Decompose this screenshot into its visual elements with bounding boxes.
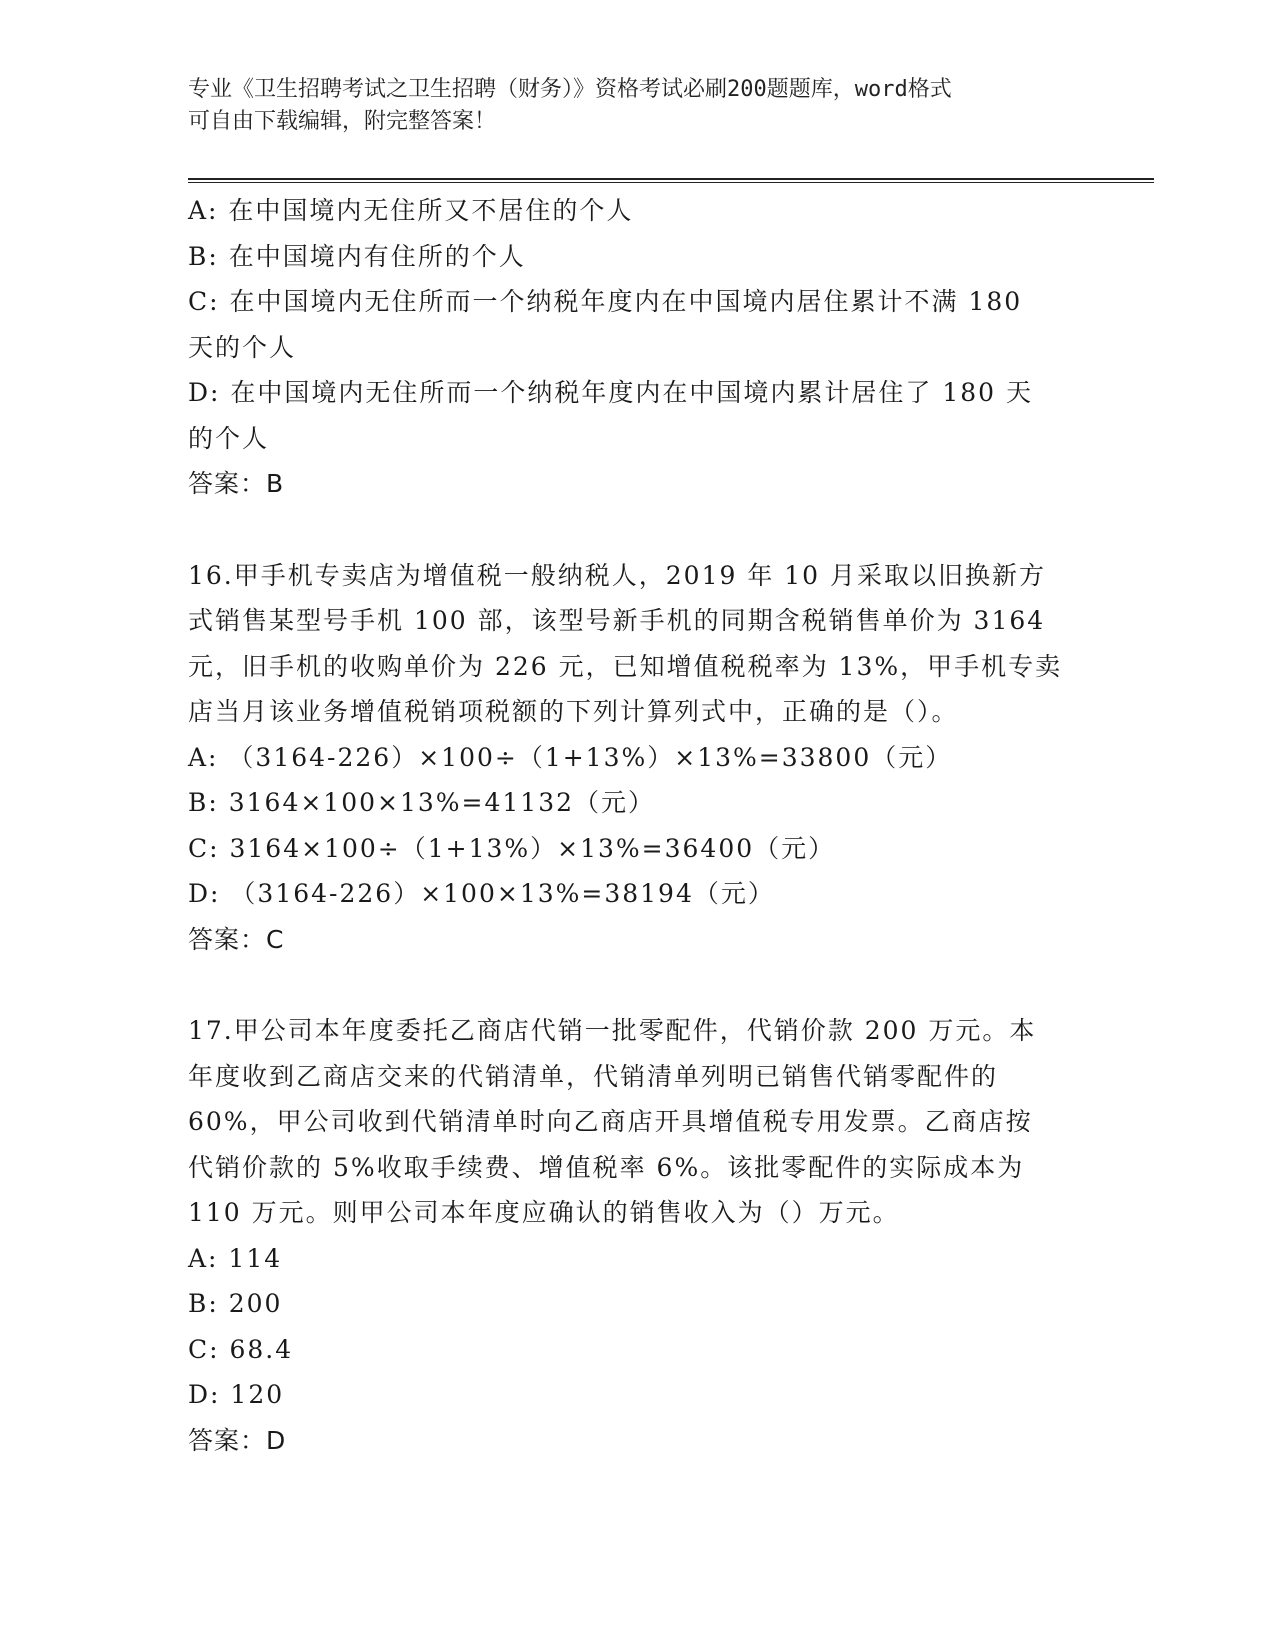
option-c: C: 在中国境内无住所而一个纳税年度内在中国境内居住累计不满 180 [188,287,1023,316]
document-body [188,188,1078,1463]
option-d: D: 120 [188,1380,285,1409]
question-stem: 17.甲公司本年度委托乙商店代销一批零配件，代销价款 200 万元。本 [188,1016,1037,1045]
question-stem: 店当月该业务增值税销项税额的下列计算列式中，正确的是（）。 [188,697,959,726]
question-15 [188,188,1078,507]
spacer [188,507,1078,553]
question-stem: 16.甲手机专卖店为增值税一般纳税人，2019 年 10 月采取以旧换新方 [188,560,1047,590]
question-stem: 代销价款的 5%收取手续费、增值税率 6%。该批零配件的实际成本为 [188,1152,1025,1182]
document-header [188,74,1068,138]
option-a: A: （3164-226）×100÷（1+13%）×13%=33800（元） [188,742,953,772]
spacer [188,962,1078,1008]
option-c: C: 3164×100÷（1+13%）×13%=36400（元） [188,833,836,863]
question-stem: 年度收到乙商店交来的代销清单，代销清单列明已销售代销零配件的 [188,1061,999,1091]
option-d: D: 在中国境内无住所而一个纳税年度内在中国境内累计居住了 180 天 [188,378,1034,407]
header-line-2: 可自由下载编辑，附完整答案！ [188,109,497,134]
question-17 [188,1008,1078,1463]
option-d: D: （3164-226）×100×13%=38194（元） [188,879,775,908]
question-stem: 式销售某型号手机 100 部，该型号新手机的同期含税销售单价为 3164 [188,606,1046,635]
question-stem: 元，旧手机的收购单价为 226 元，已知增值税税率为 13%，甲手机专卖 [188,651,1063,681]
option-a: A: 114 [188,1243,283,1273]
answer: 答案：C [188,924,285,954]
option-a: A: 在中国境内无住所又不居住的个人 [188,196,634,225]
option-d-continued: 的个人 [188,423,270,453]
option-c: C: 68.4 [188,1334,294,1364]
question-stem: 60%，甲公司收到代销清单时向乙商店开具增值税专用发票。乙商店按 [188,1107,1033,1136]
option-b: B: 在中国境内有住所的个人 [188,241,526,271]
option-b: B: 3164×100×13%=41132（元） [188,788,656,817]
question-stem: 110 万元。则甲公司本年度应确认的销售收入为（）万元。 [188,1198,900,1227]
option-c-continued: 天的个人 [188,332,297,362]
answer: 答案：B [188,469,285,498]
question-16 [188,553,1078,963]
header-divider [188,178,1154,183]
answer: 答案：D [188,1425,287,1455]
header-line-1: 专业《卫生招聘考试之卫生招聘（财务）》资格考试必刷200题题库，word格式 [188,77,952,102]
option-b: B: 200 [188,1289,283,1318]
